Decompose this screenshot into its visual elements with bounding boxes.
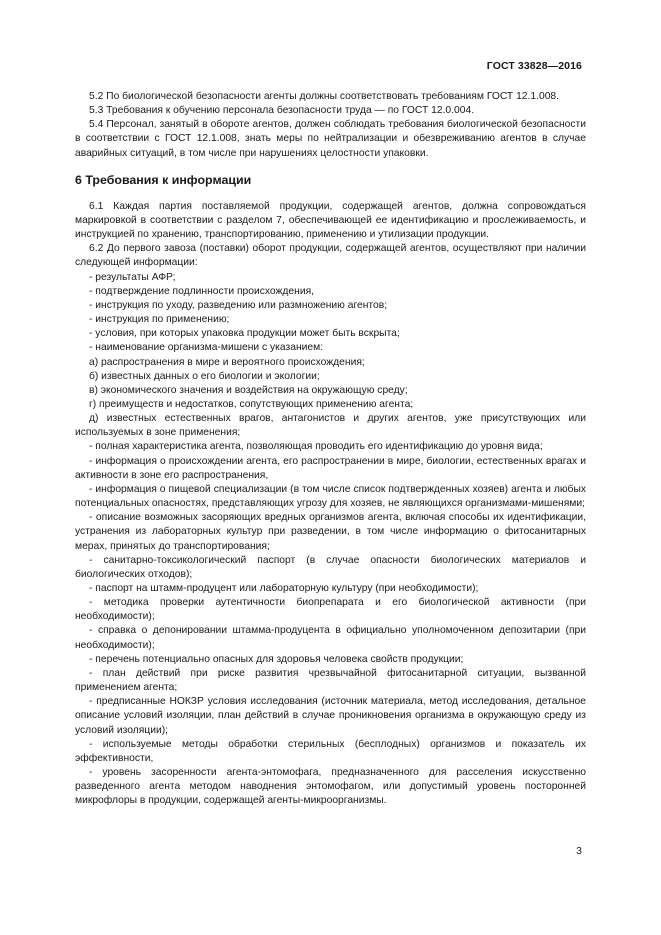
list-item: - информация о пищевой специализации (в том числе список подтвержденных хозяев) агента и любых потенциальных опасностях, представляющих угрозу для хозяев, не являющихся организмами-мишенями; xyxy=(75,483,586,510)
list-item: г) преимуществ и недостатков, сопутствующих применению агента; xyxy=(89,398,414,410)
document-body xyxy=(75,90,586,809)
list-item: - результаты АФР; xyxy=(89,271,176,283)
list-item: в) экономического значения и воздействия на окружающую среду; xyxy=(89,384,408,396)
list-item: - используемые методы обработки стерильных (бесплодных) организмов и показатель их эффективности, xyxy=(75,738,586,764)
list-item: - уровень засоренности агента-энтомофага, предназначенного для расселения искусственно разведенного агента методом наводнения энтомофагом, или допустимый уровень посторонней микрофлоры в продукции, содержащей агенты-микроорганизмы. xyxy=(75,767,586,807)
paragraph-5-4: 5.4 Персонал, занятый в обороте агентов, должен соблюдать требования биологической безопасности в соответствии с ГОСТ 12.1.008, знать меры по нейтрализации и обезвреживанию агентов в случае аварийных ситуаций, в том числе при нарушениях целостности упаковки. xyxy=(75,119,586,159)
list-item: - условия, при которых упаковка продукции может быть вскрыта; xyxy=(89,328,400,340)
section-6-title: 6 Требования к информации xyxy=(75,172,252,187)
list-item: - описание возможных засоряющих вредных организмов агента, включая способы их идентификации, устранения из лабораторных культур при разведении, в том числе информацию о фитосанитарных мерах, принятых до транспортирования; xyxy=(75,512,586,552)
list-item: - полная характеристика агента, позволяющая проводить его идентификацию до уровня вида; xyxy=(89,441,543,453)
list-item: - справка о депонировании штамма-продуцента в официально уполномоченном депозитарии (при необходимости); xyxy=(75,625,586,651)
list-item: - наименование организма-мишени с указанием: xyxy=(89,342,324,354)
list-item: - инструкция по уходу, разведению или размножению агентов; xyxy=(89,299,388,311)
list-item: - инструкция по применению; xyxy=(89,314,230,326)
page-number: 3 xyxy=(576,845,582,857)
list-item: - план действий при риске развития чрезвычайной фитосанитарной ситуации, вызванной применением агента; xyxy=(75,667,586,694)
list-item: - паспорт на штамм-продуцент или лабораторную культуру (при необходимости); xyxy=(89,583,479,594)
list-item: - методика проверки аутентичности биопрепарата и его биологической активности (при необходимости); xyxy=(75,597,586,623)
paragraph-6-2: 6.2 До первого завоза (поставки) оборот продукции, содержащей агентов, осуществляют при наличии следующей информации: xyxy=(75,243,586,269)
list-item: - санитарно-токсикологический паспорт (в случае опасности биологических материалов и биологических отходов); xyxy=(75,554,586,580)
list-item: - предписанные НОКЗР условия исследования (источник материала, метод исследования, детальное описание условий изоляции, план действий в случае проникновения организма в окружающую среду из условий изоляции); xyxy=(75,696,586,736)
list-item: - перечень потенциально опасных для здоровья человека свойств продукции; xyxy=(89,653,464,665)
paragraph-5-3: 5.3 Требования к обучению персонала безопасности труда — по ГОСТ 12.0.004. xyxy=(89,105,475,117)
list-item: - подтверждение подлинности происхождения, xyxy=(89,285,315,297)
list-item: - информация о происхождении агента, его распространении в мире, биологии, естественных врагах и активности в зоне его распространения, xyxy=(75,455,586,481)
document-code-header: ГОСТ 33828—2016 xyxy=(486,60,582,72)
paragraph-5-2: 5.2 По биологической безопасности агенты должны соответствовать требованиям ГОСТ 12.1.008. xyxy=(89,91,560,102)
list-item: а) распространения в мире и вероятного происхождения; xyxy=(89,356,365,368)
list-item: б) известных данных о его биологии и экологии; xyxy=(89,370,320,382)
list-item: д) известных естественных врагов, антагонистов и других агентов, уже присутствующих или используемых в зоне применения; xyxy=(75,413,586,439)
paragraph-6-1: 6.1 Каждая партия поставляемой продукции, содержащей агентов, должна сопровождаться маркировкой в соответствии с разделом 7, обеспечивающей ее идентификацию и прослеживаемость, и инструкцией по хранению, транспортированию, применению и утилизации продукции. xyxy=(75,200,586,241)
